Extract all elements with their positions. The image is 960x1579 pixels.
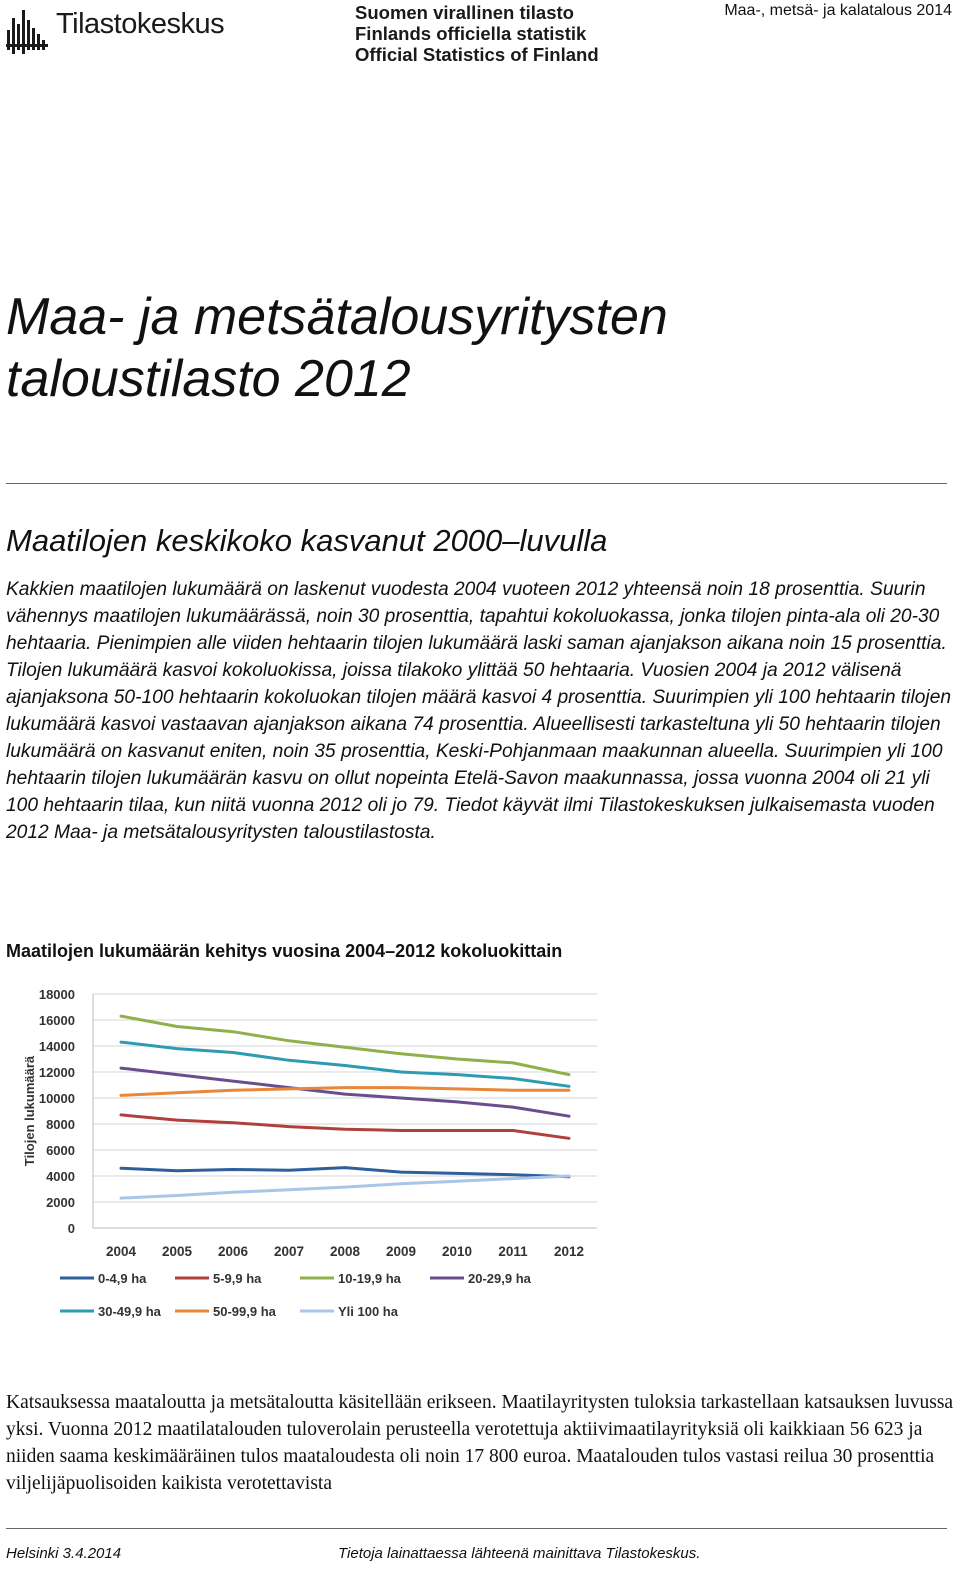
legend-label: 30-49,9 ha — [98, 1304, 161, 1319]
series-line-7 — [121, 1176, 569, 1198]
chart-title: Maatilojen lukumäärän kehitys vuosina 2004–2012 kokoluokittain — [6, 941, 563, 961]
x-tick-label: 2004 — [105, 1244, 137, 1259]
y-tick-label: 6000 — [46, 1143, 75, 1158]
publication-series: Maa-, metsä- ja kalatalous 2014 — [724, 2, 952, 19]
legend-label: 5-9,9 ha — [213, 1271, 262, 1286]
legend-label: 20-29,9 ha — [468, 1271, 531, 1286]
legend-label: 0-4,9 ha — [98, 1271, 147, 1286]
y-tick-label: 2000 — [46, 1195, 75, 1210]
footer-divider — [6, 1528, 947, 1529]
section-heading: Maatilojen keskikoko kasvanut 2000–luvulla — [6, 523, 608, 558]
logo-text: Tilastokeskus — [56, 8, 225, 40]
y-axis-label: Tilojen lukumäärä — [22, 1055, 37, 1167]
x-tick-label: 2009 — [385, 1244, 417, 1259]
y-tick-label: 18000 — [38, 987, 75, 1002]
footer-place-date: Helsinki 3.4.2014 — [6, 1545, 122, 1562]
y-tick-label: 8000 — [46, 1117, 75, 1132]
page-title-line2: taloustilasto 2012 — [6, 350, 411, 408]
y-tick-label: 0 — [67, 1221, 75, 1236]
page-title — [6, 286, 668, 410]
lead-paragraph: Kakkien maatilojen lukumäärä on laskenut vuodesta 2004 vuoteen 2012 yhteensä noin 18 prosenttia. Suurin vähennys maatilojen lukumäärässä, noin 30 prosenttia, tapahtui kokoluokassa, jonka tilojen pinta-ala oli 20-30 hehtaaria. Pienimpien alle viiden hehtaarin tilojen lukumäärä laski saman ajanjakson aikana noin 15 prosenttia. Tilojen lukumäärä kasvoi kokoluokissa, joissa tilakoko ylittää 50 hehtaaria. Vuosien 2004 ja 2012 välisenä ajanjaksona 50-100 hehtaarin kokoluokan tilojen määrä kasvoi 4 prosenttia. Suurimpien yli 100 hehtaarin tilojen lukumäärä kasvoi vastaavan ajanjakson aikana 74 prosenttia. Alueellisesti tarkasteltuna yli 50 hehtaarin tilojen lukumäärä on kasvanut eniten, noin 35 prosenttia, Keski-Pohjanmaan maakunnan alueella. Suurimpien yli 100 hehtaarin tilojen lukumäärän kasvu on ollut nopeinta Etelä-Savon maakunnassa, jossa vuonna 2004 oli 21 yli 100 hehtaarin tilaa, kun niitä vuonna 2012 oli jo 79. Tiedot käyvät ilmi Tilastokeskuksen julkaisemasta vuoden 2012 Maa- ja metsätalousyritysten taloustilastosta. — [6, 579, 952, 843]
y-tick-label: 4000 — [46, 1169, 75, 1184]
series-line-1 — [121, 1168, 569, 1177]
x-tick-label: 2005 — [161, 1244, 193, 1259]
footer-citation-note: Tietoja lainattaessa lähteenä mainittava Tilastokeskus. — [338, 1545, 701, 1562]
x-tick-label: 2007 — [273, 1244, 305, 1259]
y-tick-label: 14000 — [38, 1039, 75, 1054]
x-tick-label: 2010 — [441, 1244, 473, 1259]
legend-label: 10-19,9 ha — [338, 1271, 401, 1286]
x-tick-label: 2012 — [553, 1244, 585, 1259]
official-line-fi: Suomen virallinen tilasto — [355, 2, 574, 23]
official-line-en: Official Statistics of Finland — [355, 44, 599, 65]
legend-label: Yli 100 ha — [338, 1304, 398, 1319]
official-line-sv: Finlands officiella statistik — [355, 23, 587, 44]
y-tick-label: 16000 — [38, 1013, 75, 1028]
page-title-line1: Maa- ja metsätalousyritysten — [6, 288, 668, 346]
farm-count-line-chart — [0, 975, 620, 1335]
y-tick-label: 10000 — [38, 1091, 75, 1106]
x-tick-label: 2011 — [498, 1244, 528, 1259]
body-paragraph: Katsauksessa maataloutta ja metsätaloutta käsitellään erikseen. Maatilayritysten tuloksia tarkastellaan katsauksen luvussa yksi. Vuonna 2012 maatilatalouden tuloverolain perusteella verotettuja aktiivimaatilayrityksiä oli kaikkiaan 56 623 ja niiden saama keskimääräinen tulos maataloudesta oli noin 17 800 euroa. Maatalouden tulos vastasi reilua 30 prosenttia viljelijäpuolisoiden kaikista verotettavista — [6, 1392, 954, 1494]
x-tick-label: 2008 — [329, 1244, 361, 1259]
legend-label: 50-99,9 ha — [213, 1304, 276, 1319]
title-divider — [6, 483, 947, 484]
tilastokeskus-logo-icon — [6, 4, 50, 56]
x-tick-label: 2006 — [217, 1244, 249, 1259]
series-line-2 — [121, 1115, 569, 1138]
official-statistics-label — [355, 2, 599, 65]
y-tick-label: 12000 — [38, 1065, 75, 1080]
